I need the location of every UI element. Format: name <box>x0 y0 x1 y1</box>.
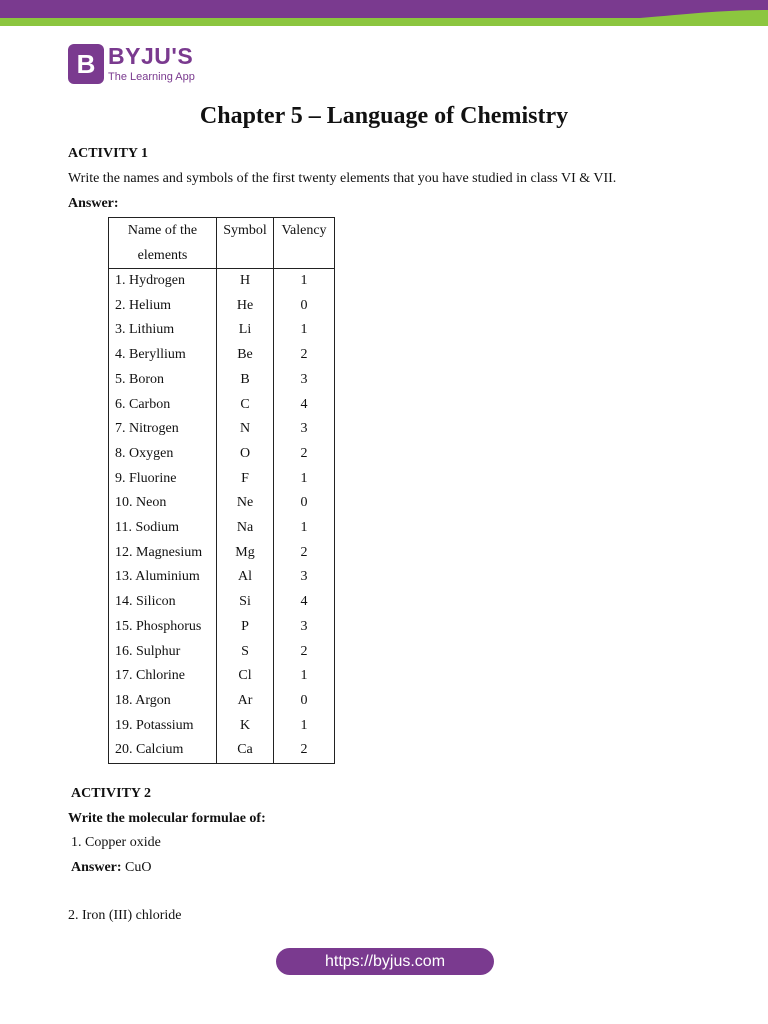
cell-valency: 1 <box>274 318 335 343</box>
cell-symbol: He <box>217 294 274 319</box>
brand-tagline: The Learning App <box>108 71 195 83</box>
table-row <box>109 565 335 590</box>
table-row <box>109 491 335 516</box>
table-row <box>109 541 335 566</box>
cell-valency: 1 <box>274 516 335 541</box>
cell-element-name: 18. Argon <box>109 689 217 714</box>
table-row <box>109 516 335 541</box>
table-row <box>109 615 335 640</box>
elements-table-body <box>109 269 335 764</box>
cell-element-name: 9. Fluorine <box>109 467 217 492</box>
table-row <box>109 269 335 294</box>
cell-valency: 2 <box>274 640 335 665</box>
cell-element-name: 1. Hydrogen <box>109 269 217 294</box>
cell-symbol: Be <box>217 343 274 368</box>
elements-table <box>108 217 335 764</box>
cell-element-name: 4. Beryllium <box>109 343 217 368</box>
table-row <box>109 417 335 442</box>
cell-valency: 0 <box>274 689 335 714</box>
cell-symbol: Cl <box>217 664 274 689</box>
table-row <box>109 738 335 763</box>
cell-element-name: 6. Carbon <box>109 393 217 418</box>
header-band <box>0 0 768 28</box>
cell-valency: 2 <box>274 343 335 368</box>
activity2-item1-answer <box>71 859 152 877</box>
activity2-item2: 2. Iron (III) chloride <box>68 908 182 923</box>
cell-symbol: O <box>217 442 274 467</box>
cell-valency: 3 <box>274 368 335 393</box>
cell-element-name: 17. Chlorine <box>109 664 217 689</box>
cell-symbol: F <box>217 467 274 492</box>
cell-valency: 3 <box>274 565 335 590</box>
cell-valency: 2 <box>274 738 335 763</box>
table-row <box>109 714 335 739</box>
table-row <box>109 368 335 393</box>
page-title: Chapter 5 – Language of Chemistry <box>199 103 569 129</box>
cell-valency: 2 <box>274 442 335 467</box>
table-row <box>109 294 335 319</box>
activity2-question: Write the molecular formulae of: <box>68 811 266 826</box>
cell-element-name: 8. Oxygen <box>109 442 217 467</box>
cell-element-name: 15. Phosphorus <box>109 615 217 640</box>
cell-element-name: 20. Calcium <box>109 738 217 763</box>
cell-element-name: 11. Sodium <box>109 516 217 541</box>
cell-valency: 1 <box>274 467 335 492</box>
cell-element-name: 7. Nitrogen <box>109 417 217 442</box>
logo-text <box>108 44 195 84</box>
cell-valency: 0 <box>274 491 335 516</box>
cell-symbol: Mg <box>217 541 274 566</box>
activity2-item1: 1. Copper oxide <box>71 835 161 850</box>
cell-symbol: Ne <box>217 491 274 516</box>
cell-valency: 1 <box>274 664 335 689</box>
brand-name: BYJU'S <box>108 43 194 69</box>
activity2-answer-value: CuO <box>125 860 152 875</box>
cell-symbol: P <box>217 615 274 640</box>
cell-symbol: Ca <box>217 738 274 763</box>
cell-valency: 1 <box>274 714 335 739</box>
cell-element-name: 10. Neon <box>109 491 217 516</box>
cell-valency: 4 <box>274 393 335 418</box>
cell-element-name: 3. Lithium <box>109 318 217 343</box>
cell-element-name: 19. Potassium <box>109 714 217 739</box>
activity1-heading: ACTIVITY 1 <box>68 146 148 161</box>
table-row <box>109 640 335 665</box>
cell-valency: 2 <box>274 541 335 566</box>
activity2-heading: ACTIVITY 2 <box>71 786 151 801</box>
activity1-question: Write the names and symbols of the first twenty elements that you have studied in class VI & VII. <box>68 171 617 186</box>
table-row <box>109 442 335 467</box>
table-row <box>109 467 335 492</box>
cell-valency: 3 <box>274 615 335 640</box>
table-header-row <box>109 218 335 269</box>
cell-valency: 3 <box>274 417 335 442</box>
table-row <box>109 590 335 615</box>
cell-element-name: 2. Helium <box>109 294 217 319</box>
cell-symbol: S <box>217 640 274 665</box>
cell-symbol: Al <box>217 565 274 590</box>
brand-logo[interactable] <box>68 44 195 84</box>
cell-symbol: H <box>217 269 274 294</box>
column-header-name: Name of the elements <box>109 218 217 269</box>
cell-symbol: Si <box>217 590 274 615</box>
table-row <box>109 393 335 418</box>
activity2-answer-label: Answer: <box>71 860 122 875</box>
cell-element-name: 16. Sulphur <box>109 640 217 665</box>
column-header-valency: Valency <box>274 218 335 269</box>
table-row <box>109 664 335 689</box>
table-row <box>109 343 335 368</box>
cell-element-name: 14. Silicon <box>109 590 217 615</box>
table-row <box>109 689 335 714</box>
cell-valency: 1 <box>274 269 335 294</box>
cell-symbol: Li <box>217 318 274 343</box>
column-header-symbol: Symbol <box>217 218 274 269</box>
website-link-button[interactable]: https://byjus.com <box>276 948 494 975</box>
cell-valency: 0 <box>274 294 335 319</box>
table-row <box>109 318 335 343</box>
cell-symbol: K <box>217 714 274 739</box>
activity1-answer-label: Answer: <box>68 196 119 211</box>
cell-valency: 4 <box>274 590 335 615</box>
cell-symbol: B <box>217 368 274 393</box>
cell-symbol: N <box>217 417 274 442</box>
cell-element-name: 13. Aluminium <box>109 565 217 590</box>
cell-symbol: Na <box>217 516 274 541</box>
cell-element-name: 12. Magnesium <box>109 541 217 566</box>
cell-symbol: C <box>217 393 274 418</box>
cell-symbol: Ar <box>217 689 274 714</box>
logo-mark: B <box>68 44 104 84</box>
cell-element-name: 5. Boron <box>109 368 217 393</box>
